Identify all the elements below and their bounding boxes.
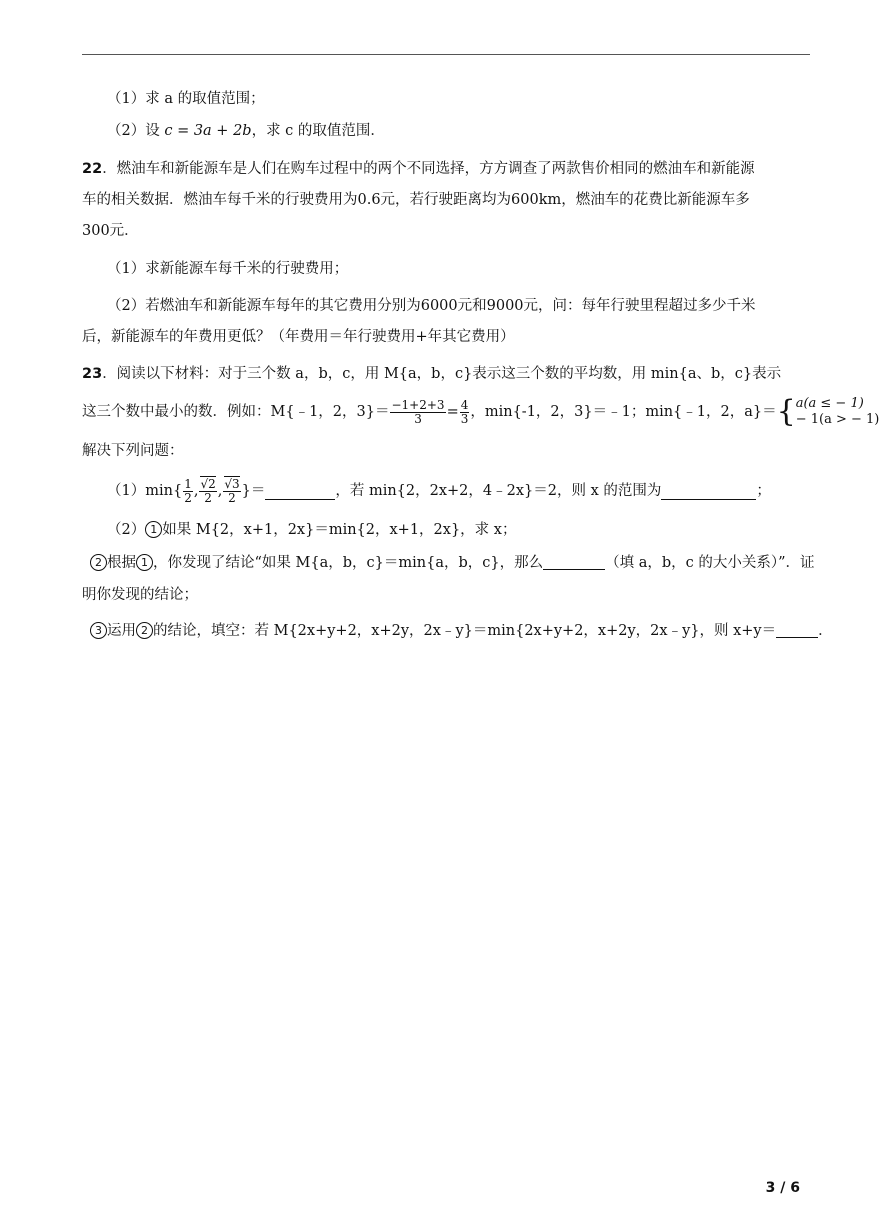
piecewise-brace: { (776, 394, 796, 429)
answer-blank-2[interactable] (661, 483, 756, 500)
q23-line3: 解决下列问题： (82, 443, 184, 459)
q22-sub1: （1）求新能源车每千米的行驶费用； (107, 261, 349, 277)
q23-sub1: （1）min{ $\frac{1}{2}$ , $\frac{√2}{2}$ , $\frac{√3}{2}$ }＝ ，若 min{2，2x+2，4﹣2x}＝2，则 x 的范围为 ； (107, 476, 771, 505)
circled-3: 3 (90, 622, 107, 639)
q22-line2: 车的相关数据．燃油车每千米的行驶费用为0.6元，若行驶距离均为600km，燃油车的花费比新能源车多 (82, 192, 750, 208)
q23-sub4: 3 运用 2 的结论，填空：若 M{2x+y+2，x+2y，2x﹣y}＝min{2x+y+2，x+2y，2x﹣y}，则 x+y＝ ． (90, 620, 818, 642)
circled-1: 1 (145, 521, 162, 538)
example-fraction-1: $\frac{-1+2+3}{3}$ (391, 397, 445, 426)
q22-line3: 300元． (82, 223, 139, 239)
page-number: 3 / 6 (765, 1180, 800, 1196)
q22-sub2-line1: （2）若燃油车和新能源车每年的其它费用分别为6000元和9000元，问：每年行驶里程超过多少千米 (107, 298, 756, 314)
q23-sub3-line1: 2 根据 1 ，你发现了结论“如果 M{a，b，c}＝min{a，b，c}，那么 （填 a，b，c 的大小关系）”．证 (90, 552, 818, 574)
example-fraction-2: $\frac{4}{3}$ (460, 397, 469, 426)
q22-sub2-line2: 后，新能源车的年费用更低？（年费用＝年行驶费用+年其它费用） (82, 329, 515, 345)
q21-part2: （2）设 c = 3a + 2b，求 c 的取值范围． (107, 123, 385, 139)
q23-line2: 这三个数中最小的数．例如：M{﹣1，2，3}＝ $\frac{-1+2+3}{3}$ = $\frac{4}{3}$ ，min{-1，2，3}＝﹣1；min{﹣1，2，a}＝ { a(a ≤ − 1) − 1(a > − 1) (82, 394, 879, 429)
q23-number: 23 (82, 366, 103, 382)
q22-line1: 22．燃油车和新能源车是人们在购车过程中的两个不同选择，方方调查了两款售价相同的燃油车和新能源 (82, 161, 755, 177)
circled-2: 2 (90, 554, 107, 571)
answer-blank-3[interactable] (543, 553, 605, 570)
circled-2-ref: 2 (136, 622, 153, 639)
q23-sub2: （2） 1 如果 M{2，x+1，2x}＝min{2，x+1，2x}，求 x； (107, 522, 517, 538)
piecewise-cases: a(a ≤ − 1) − 1(a > − 1) (795, 396, 879, 427)
answer-blank-4[interactable] (776, 621, 818, 638)
q22-number: 22 (82, 161, 103, 177)
header-rule (82, 54, 810, 55)
circled-1-ref: 1 (136, 554, 153, 571)
q23-sub3-line2: 明你发现的结论； (82, 587, 198, 603)
q21-part1: （1）求 a 的取值范围； (107, 91, 265, 107)
q23-line1: 23．阅读以下材料：对于三个数 a，b，c，用 M{a，b，c}表示这三个数的平均数，用 min{a、b，c}表示 (82, 366, 782, 382)
answer-blank-1[interactable] (265, 483, 335, 500)
